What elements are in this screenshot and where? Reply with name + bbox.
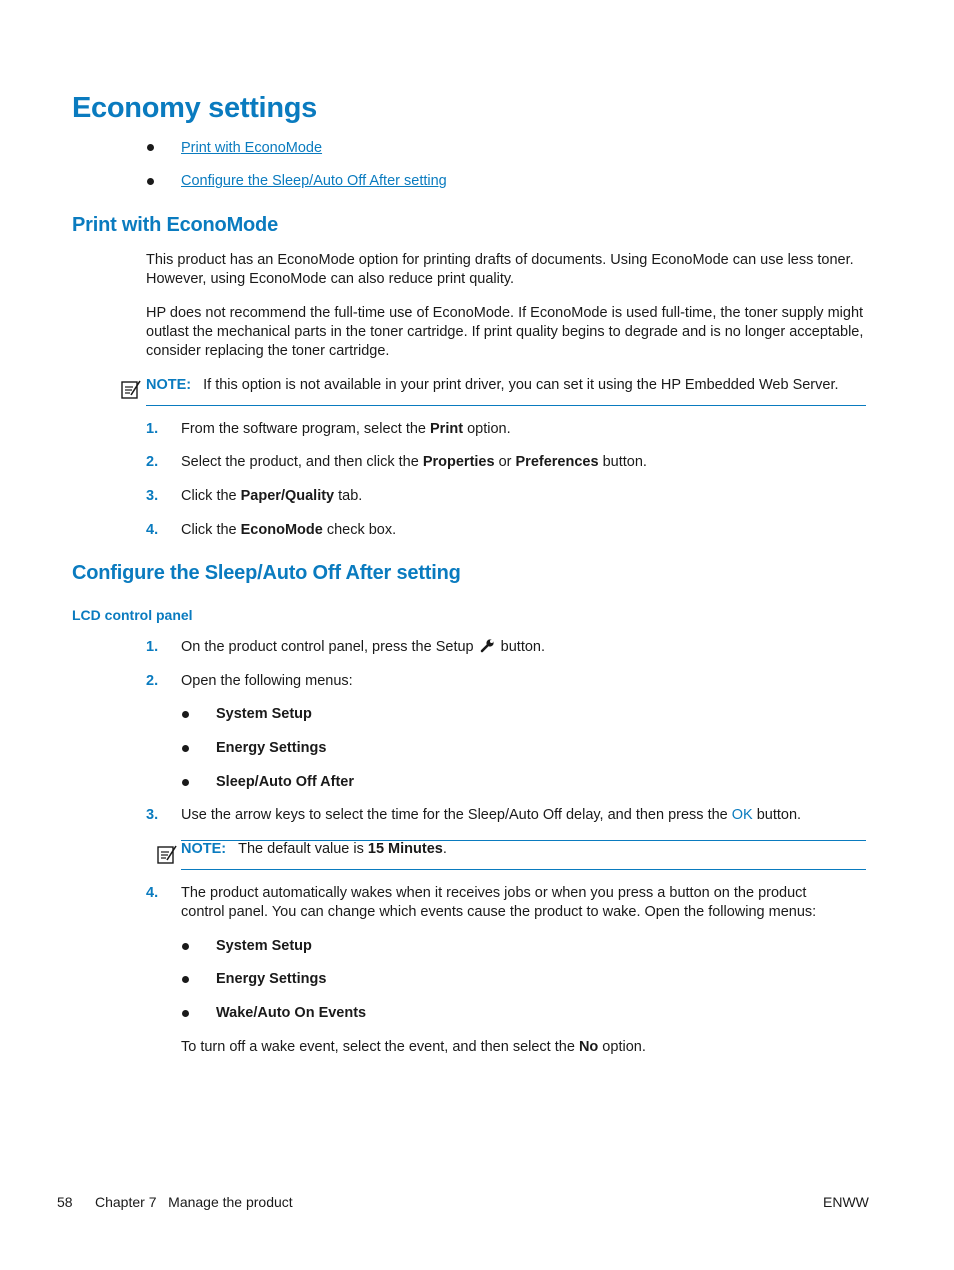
section-heading-sleep: Configure the Sleep/Auto Off After setting (72, 562, 461, 584)
bullet (182, 943, 189, 950)
bullet (182, 779, 189, 786)
note-sleep: NOTE: The default value is 15 Minutes. (181, 841, 447, 857)
bullet (182, 745, 189, 752)
bullet (147, 144, 154, 151)
step-text: control panel. You can change which events cause the product to wake. Open the following menus: (181, 904, 817, 920)
step-text: Use the arrow keys to select the time for the Sleep/Auto Off delay, and then press the OK button. (181, 807, 802, 823)
step-number: 3. (146, 488, 159, 504)
paragraph: This product has an EconoMode option for printing drafts of documents. Using EconoMode can use less toner. However, using EconoMode can also reduce print quality. (146, 252, 854, 287)
step-text: Open the following menus: (181, 673, 353, 689)
menu-item: Energy Settings (216, 740, 327, 756)
paragraph: HP does not recommend the full-time use of EconoMode. If EconoMode is used full-time, the toner supply might outlast the mechanical parts in the toner cartridge. If print quality begins to degrade and is no longer acceptable, consider replacing the toner cartridge. (146, 305, 864, 359)
wrench-icon (480, 638, 495, 653)
note-rule (181, 869, 866, 870)
step-text: Select the product, and then click the Properties or Preferences button. (181, 454, 647, 470)
note-icon (120, 378, 142, 400)
step-text: From the software program, select the Print option. (181, 421, 511, 437)
step-number: 2. (146, 454, 159, 470)
menu-item: Energy Settings (216, 971, 327, 987)
chapter-label: Chapter 7 Manage the product (95, 1194, 293, 1210)
step-number: 1. (146, 421, 159, 437)
bullet (182, 1010, 189, 1017)
step-number: 1. (146, 639, 159, 655)
menu-item: Wake/Auto On Events (216, 1005, 367, 1021)
toc-link-sleep[interactable] (181, 172, 447, 191)
step-text: On the product control panel, press the Setup button. (181, 639, 546, 655)
page-title: Economy settings (72, 92, 317, 124)
note-label: NOTE: (181, 841, 227, 857)
note-econo (146, 376, 839, 395)
menu-item: Sleep/Auto Off After (216, 774, 355, 790)
note-icon (156, 843, 178, 865)
final-instruction: To turn off a wake event, select the event, and then select the No option. (181, 1039, 646, 1055)
section-heading-econo: Print with EconoMode (72, 214, 278, 236)
step-number: 4. (146, 522, 159, 538)
page-number: 58 (57, 1194, 73, 1210)
step-text: The product automatically wakes when it receives jobs or when you press a button on the product (181, 885, 807, 901)
toc-link-econo[interactable] (181, 139, 322, 158)
menu-item: System Setup (216, 938, 312, 954)
bullet (182, 976, 189, 983)
step-number: 3. (146, 807, 159, 823)
step-number: 4. (146, 885, 159, 901)
step-text: Click the EconoMode check box. (181, 522, 397, 538)
bullet (147, 178, 154, 185)
step-text: Click the Paper/Quality tab. (181, 488, 363, 504)
note-text: If this option is not available in your print driver, you can set it using the HP Embedded Web Server. (203, 377, 839, 393)
footer-right: ENWW (823, 1194, 869, 1210)
toc-link-sleep-text[interactable]: Configure the Sleep/Auto Off After setting (181, 173, 447, 189)
menu-item: System Setup (216, 706, 312, 722)
note-rule (146, 405, 866, 406)
note-label: NOTE: (146, 377, 192, 393)
subheading-lcd: LCD control panel (72, 607, 193, 623)
toc-link-econo-text[interactable]: Print with EconoMode (181, 140, 323, 156)
step-number: 2. (146, 673, 159, 689)
bullet (182, 711, 189, 718)
